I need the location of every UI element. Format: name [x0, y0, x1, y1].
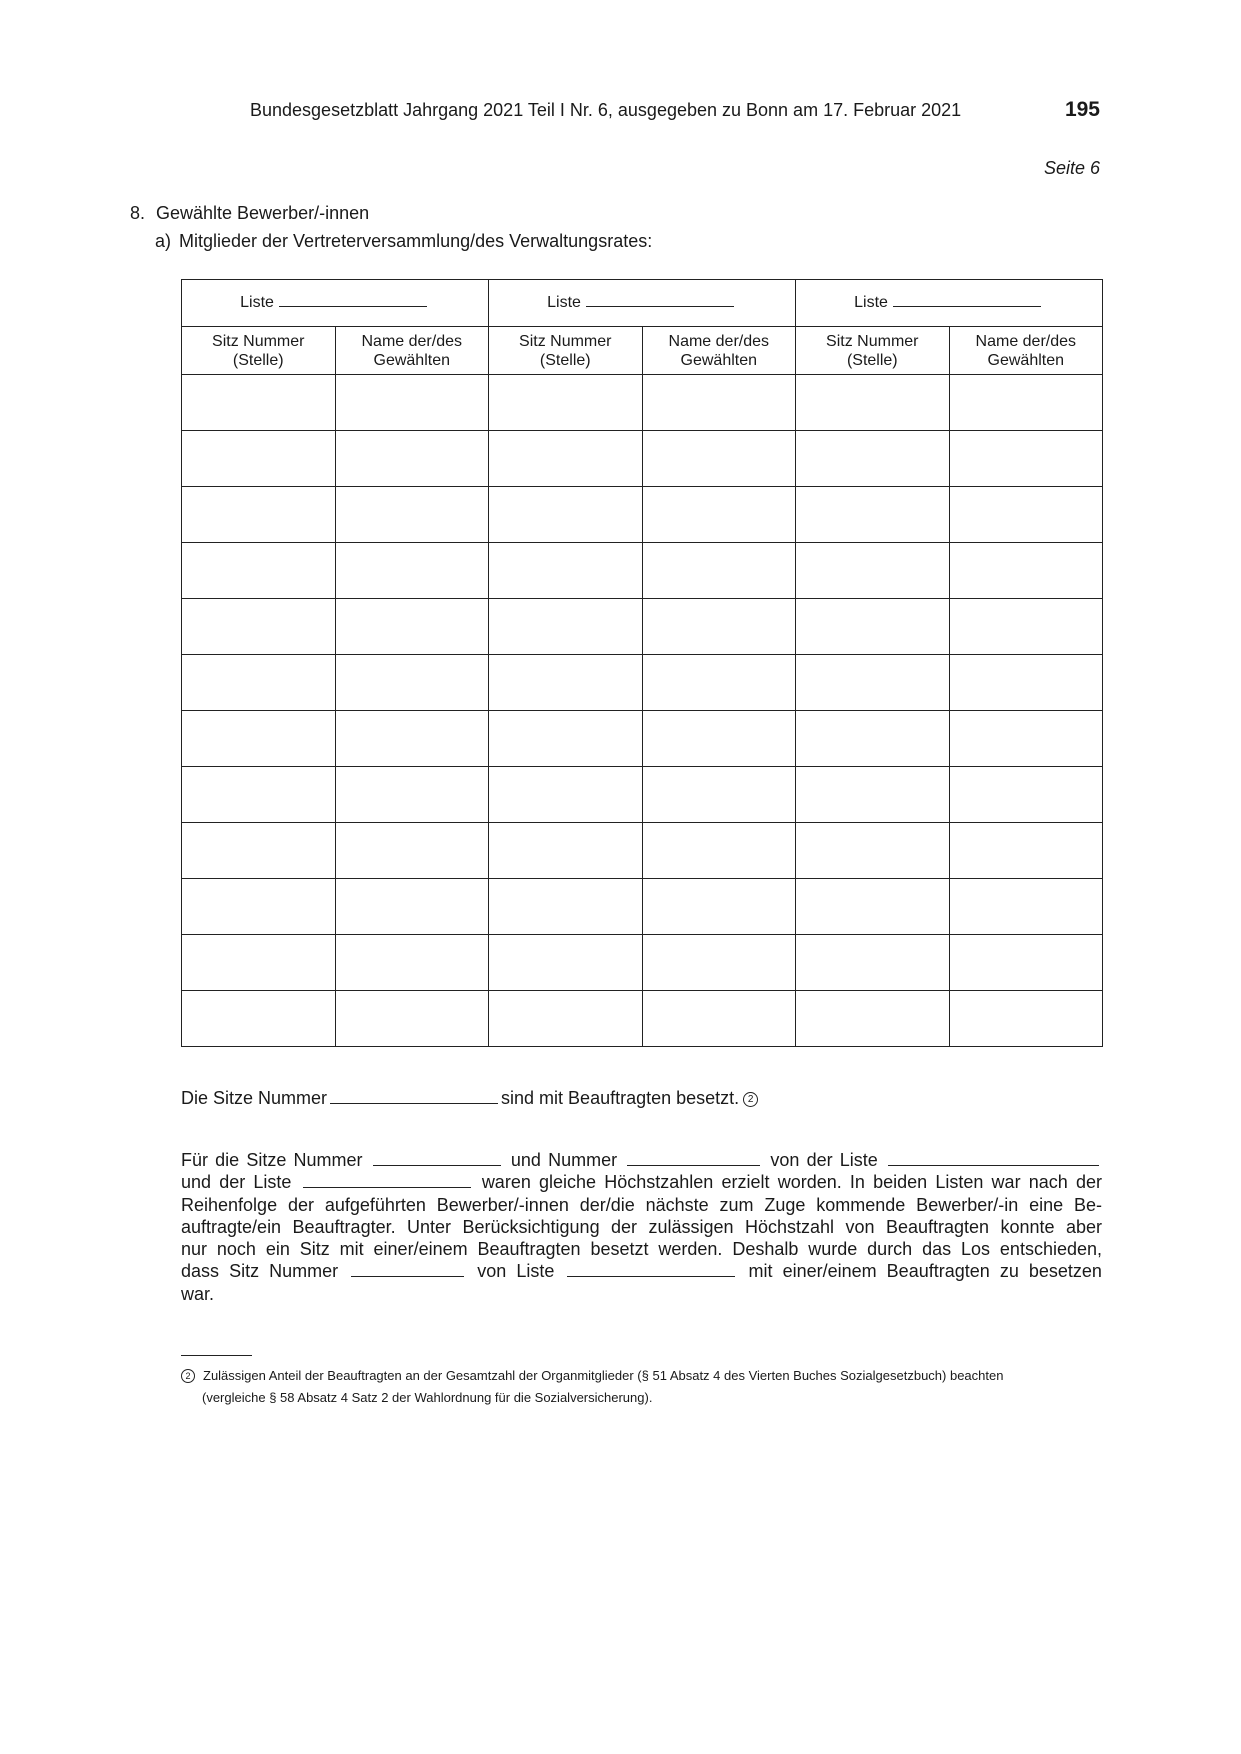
name-cell[interactable] — [335, 487, 489, 543]
col-header-sitz: Sitz Nummer (Stelle) — [182, 327, 336, 375]
name-cell[interactable] — [949, 991, 1103, 1047]
table-row — [182, 823, 1103, 879]
liste-blank-2[interactable] — [586, 305, 734, 307]
page-number: 195 — [1064, 98, 1100, 121]
liste-blank-b[interactable] — [303, 1186, 471, 1188]
liste-cell-3[interactable] — [796, 280, 1103, 327]
table-row — [182, 991, 1103, 1047]
sitz-nummer-cell[interactable] — [489, 935, 643, 991]
subsection-title: Mitglieder der Vertreterversammlung/des Verwaltungsrates: — [179, 231, 653, 251]
name-cell[interactable] — [642, 599, 796, 655]
name-cell[interactable] — [642, 823, 796, 879]
para-line-1: Für die Sitze Nummer und Nummer von der Liste — [181, 1149, 1102, 1171]
name-cell[interactable] — [335, 767, 489, 823]
liste-label: Liste — [547, 294, 581, 311]
sitze-beauftragte-line — [181, 1088, 758, 1109]
sitz-nummer-cell[interactable] — [182, 543, 336, 599]
table-row — [182, 935, 1103, 991]
sitze-nummer-blank-2[interactable] — [627, 1164, 760, 1166]
name-cell[interactable] — [949, 487, 1103, 543]
table-row — [182, 655, 1103, 711]
sitz-nummer-blank[interactable] — [351, 1275, 464, 1277]
sitz-nummer-cell[interactable] — [796, 711, 950, 767]
sitz-nummer-cell[interactable] — [796, 879, 950, 935]
name-cell[interactable] — [949, 655, 1103, 711]
col-header-name: Name der/des Gewählten — [949, 327, 1103, 375]
col-header-sitz: Sitz Nummer (Stelle) — [489, 327, 643, 375]
liste-label: Liste — [240, 294, 274, 311]
running-header: Bundesgesetzblatt Jahrgang 2021 Teil I Nr. 6, ausgegeben zu Bonn am 17. Februar 2021 — [250, 100, 962, 120]
sitz-nummer-cell[interactable] — [489, 823, 643, 879]
table-row — [182, 487, 1103, 543]
name-cell[interactable] — [949, 431, 1103, 487]
name-cell[interactable] — [335, 879, 489, 935]
sitz-nummer-cell[interactable] — [489, 711, 643, 767]
sitz-nummer-cell[interactable] — [182, 655, 336, 711]
footnote — [181, 1365, 1102, 1409]
para-line-3: Reihenfolge der aufgeführten Bewerber/-innen der/die nächste zum Zuge kommende Bewerber/-in eine Be- — [181, 1194, 1102, 1215]
liste-row — [182, 280, 1103, 327]
name-cell[interactable] — [642, 991, 796, 1047]
sitz-nummer-cell[interactable] — [796, 823, 950, 879]
liste-blank-a[interactable] — [888, 1164, 1099, 1166]
name-cell[interactable] — [949, 767, 1103, 823]
name-cell[interactable] — [642, 767, 796, 823]
col-header-sitz: Sitz Nummer (Stelle) — [796, 327, 950, 375]
name-cell[interactable] — [335, 375, 489, 431]
subsection-heading — [155, 231, 652, 252]
sitz-nummer-cell[interactable] — [489, 431, 643, 487]
sitz-nummer-cell[interactable] — [182, 599, 336, 655]
name-cell[interactable] — [949, 935, 1103, 991]
sitz-nummer-cell[interactable] — [796, 655, 950, 711]
sitz-nummer-cell[interactable] — [796, 431, 950, 487]
table-row — [182, 711, 1103, 767]
sitz-nummer-cell[interactable] — [489, 767, 643, 823]
name-cell[interactable] — [949, 711, 1103, 767]
liste-blank-1[interactable] — [279, 305, 427, 307]
sitz-nummer-cell[interactable] — [182, 935, 336, 991]
para-line-7: war. — [181, 1283, 215, 1304]
para-line-2: und der Liste waren gleiche Höchstzahlen erzielt worden. In beiden Listen war nach der — [181, 1172, 1102, 1193]
name-cell[interactable] — [949, 879, 1103, 935]
sitze-suffix: sind mit Beauftragten besetzt. — [501, 1088, 740, 1108]
sitz-nummer-cell[interactable] — [182, 711, 336, 767]
footnote-divider — [181, 1355, 252, 1356]
sitz-nummer-cell[interactable] — [182, 991, 336, 1047]
sitz-nummer-cell[interactable] — [796, 375, 950, 431]
name-cell[interactable] — [642, 879, 796, 935]
footnote-ref-icon: 2 — [743, 1092, 758, 1107]
sitz-nummer-cell[interactable] — [182, 823, 336, 879]
footnote-line-1: 2 Zulässigen Anteil der Beauftragten an der Gesamtzahl der Organmitglieder (§ 51 Absatz 4 des Vierten Buches Sozialgesetzbuch) beachten — [181, 1368, 1003, 1383]
sitz-nummer-cell[interactable] — [182, 431, 336, 487]
name-cell[interactable] — [642, 431, 796, 487]
table-row — [182, 375, 1103, 431]
sitz-nummer-cell[interactable] — [489, 375, 643, 431]
col-header-name: Name der/des Gewählten — [642, 327, 796, 375]
sitz-nummer-cell[interactable] — [796, 935, 950, 991]
name-cell[interactable] — [335, 431, 489, 487]
name-cell[interactable] — [335, 711, 489, 767]
para-line-4: auftragte/ein Beauftragter. Unter Berücksichtigung der zulässigen Höchstzahl von Beauftragten konnte aber — [181, 1216, 1102, 1237]
section-heading — [130, 203, 369, 224]
para-line-6: dass Sitz Nummer von Liste mit einer/einem Beauftragten zu besetzen — [181, 1261, 1102, 1282]
name-cell[interactable] — [335, 991, 489, 1047]
liste-cell-1[interactable] — [182, 280, 489, 327]
liste-label: Liste — [854, 294, 888, 311]
column-header-row — [182, 327, 1103, 375]
sitze-prefix: Die Sitze Nummer — [181, 1088, 328, 1108]
sitz-nummer-cell[interactable] — [796, 767, 950, 823]
sitz-nummer-cell[interactable] — [489, 991, 643, 1047]
footnote-mark-icon: 2 — [181, 1369, 195, 1383]
col-header-name: Name der/des Gewählten — [335, 327, 489, 375]
table-row — [182, 543, 1103, 599]
table-row — [182, 879, 1103, 935]
name-cell[interactable] — [335, 543, 489, 599]
name-cell[interactable] — [642, 487, 796, 543]
name-cell[interactable] — [642, 711, 796, 767]
sitz-nummer-cell[interactable] — [796, 599, 950, 655]
subsection-letter: a) — [155, 231, 172, 251]
elected-members-table — [181, 279, 1103, 1047]
name-cell[interactable] — [335, 599, 489, 655]
liste-blank-3[interactable] — [893, 305, 1041, 307]
sitz-nummer-cell[interactable] — [796, 991, 950, 1047]
table-row — [182, 767, 1103, 823]
name-cell[interactable] — [642, 935, 796, 991]
section-number: 8. — [130, 203, 146, 223]
sitz-nummer-cell[interactable] — [796, 543, 950, 599]
name-cell[interactable] — [949, 823, 1103, 879]
footnote-line-2: (vergleiche § 58 Absatz 4 Satz 2 der Wahlordnung für die Sozialversicherung). — [202, 1390, 653, 1405]
form-page-label: Seite 6 — [1043, 158, 1100, 178]
name-cell[interactable] — [335, 655, 489, 711]
name-cell[interactable] — [642, 543, 796, 599]
sitze-nummer-blank-1[interactable] — [373, 1164, 501, 1166]
name-cell[interactable] — [949, 599, 1103, 655]
sitz-nummer-cell[interactable] — [796, 487, 950, 543]
sitz-nummer-cell[interactable] — [489, 599, 643, 655]
sitz-nummer-cell[interactable] — [182, 487, 336, 543]
name-cell[interactable] — [335, 935, 489, 991]
tie-paragraph — [181, 1149, 1102, 1305]
table-row — [182, 431, 1103, 487]
name-cell[interactable] — [642, 375, 796, 431]
name-cell[interactable] — [335, 823, 489, 879]
von-liste-blank[interactable] — [567, 1275, 735, 1277]
sitz-nummer-cell[interactable] — [182, 375, 336, 431]
sitz-nummer-cell[interactable] — [489, 655, 643, 711]
sitz-nummer-cell[interactable] — [489, 543, 643, 599]
sitz-nummer-cell[interactable] — [182, 767, 336, 823]
sitz-nummer-cell[interactable] — [489, 487, 643, 543]
section-title: Gewählte Bewerber/-innen — [156, 203, 370, 223]
sitz-nummer-cell[interactable] — [489, 879, 643, 935]
para-line-5: nur noch ein Sitz mit einer/einem Beauftragten besetzt werden. Deshalb wurde durch das Los entschieden, — [181, 1239, 1102, 1260]
sitz-nummer-cell[interactable] — [182, 879, 336, 935]
liste-cell-2[interactable] — [489, 280, 796, 327]
name-cell[interactable] — [949, 375, 1103, 431]
table-row — [182, 599, 1103, 655]
name-cell[interactable] — [949, 543, 1103, 599]
name-cell[interactable] — [642, 655, 796, 711]
sitze-blank[interactable] — [330, 1102, 498, 1104]
